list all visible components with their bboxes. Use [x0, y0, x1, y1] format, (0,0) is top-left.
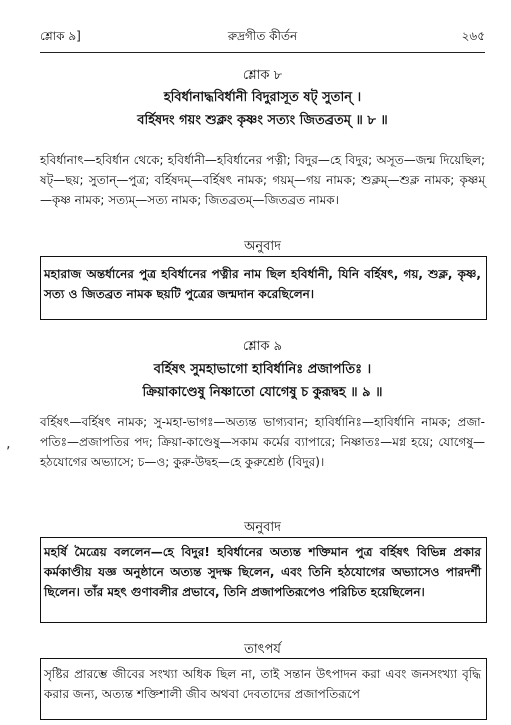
verse8-line2: বর্হিষদং গয়ং শুক্লং কৃষ্ণং সত্যং জিতব্রতম্ ॥ ৮ ॥	[137, 113, 388, 128]
page-header	[40, 28, 485, 48]
verse8-translation-label: অনুবাদ	[244, 239, 281, 254]
verse8-synonyms: হবির্ধানাৎ—হবির্ধান থেকে; হবির্ধানী—হবির্ধানের পত্নী; বিদুর—হে বিদুর; অসূত—জন্ম দিয়েছিল; ষট্—ছয়; সুতান্—পুত্র; বর্হিষদম্—বর্হিষৎ নামক; গয়ম্—গয় নামক; শুক্লম্—শুক্ল নামক; কৃষ্ণম্—কৃষ্ণ নামক; সত্যম্—সত্য নামক; জিতব্রতম্—জিতব্রত নামক।	[40, 153, 485, 207]
verse9-title: শ্লোক ৯	[242, 339, 283, 354]
header-verse-ref: শ্লোক ৯]	[40, 29, 81, 43]
purport-text: সৃষ্টির প্রারম্ভে জীবের সংখ্যা অধিক ছিল না, তাই সন্তান উৎপাদন করা এবং জনসংখ্যা বৃদ্ধি করার জন্য, অত্যন্ত শক্তিশালী জীব অথবা দেবতাদের প্রজাপতিরূপে	[44, 667, 481, 701]
margin-mark: ‚	[6, 436, 11, 452]
header-rule	[40, 52, 485, 53]
purport-label: তাৎপর্য	[244, 642, 281, 657]
verse8-title: শ্লোক ৮	[242, 68, 283, 83]
verse9-line1: বর্হিষৎ সুমহাভাগো হাবির্ধানিঃ প্রজাপতিঃ ।	[153, 362, 372, 377]
header-chapter-title: রুদ্রগীত কীর্তন	[227, 29, 298, 43]
verse9-line2: ক্রিয়াকাণ্ডেষু নিষ্ণাতো যোগেষু চ কুরূদ্বহ ॥ ৯ ॥	[142, 385, 383, 400]
verse9-synonyms: বর্হিষৎ—বর্হিষৎ নামক; সু-মহা-ভাগঃ—অত্যন্ত ভাগ্যবান; হাবির্ধানিঃ—হাবির্ধানি নামক; প্রজা-পতিঃ—প্রজাপতির পদ; ক্রিয়া-কাণ্ডেষু—সকাম কর্মের ব্যাপারে; নিষ্ণাতঃ—মগ্ন হয়ে; যোগেষু—হঠযোগের অভ্যাসে; চ—ও; কুরু-উদ্বহ—হে কুরুশ্রেষ্ঠ (বিদুর)।	[40, 415, 485, 469]
page-number: ২৬৫	[461, 29, 485, 43]
verse9-translation: মহর্ষি মৈত্রেয় বললেন—হে বিদুর! হবির্ধানের অত্যন্ত শক্তিমান পুত্র বর্হিষৎ বিভিন্ন প্রকার কর্মকাণ্ডীয় যজ্ঞ অনুষ্ঠানে অত্যন্ত সুদক্ষ ছিলেন, এবং তিনি হঠযোগের অভ্যাসেও পারদর্শী ছিলেন। তাঁর মহৎ গুণাবলীর প্রভাবে, তিনি প্রজাপতিরূপেও পরিচিত হয়েছিলেন।	[44, 545, 481, 599]
verse9-translation-label: অনুবাদ	[244, 520, 281, 535]
verse8-line1: হবির্ধানাদ্ধবির্ধানী বিদুরাসূত ষট্ সুতান্ ।	[163, 90, 362, 105]
verse8-translation: মহারাজ অন্তর্ধানের পুত্র হবির্ধানের পত্নীর নাম ছিল হবির্ধানী, যিনি বর্হিষৎ, গয়, শুক্ল, কৃষ্ণ, সত্য ও জিতব্রত নামক ছয়টি পুত্রের জন্মদান করেছিলেন।	[44, 267, 481, 301]
